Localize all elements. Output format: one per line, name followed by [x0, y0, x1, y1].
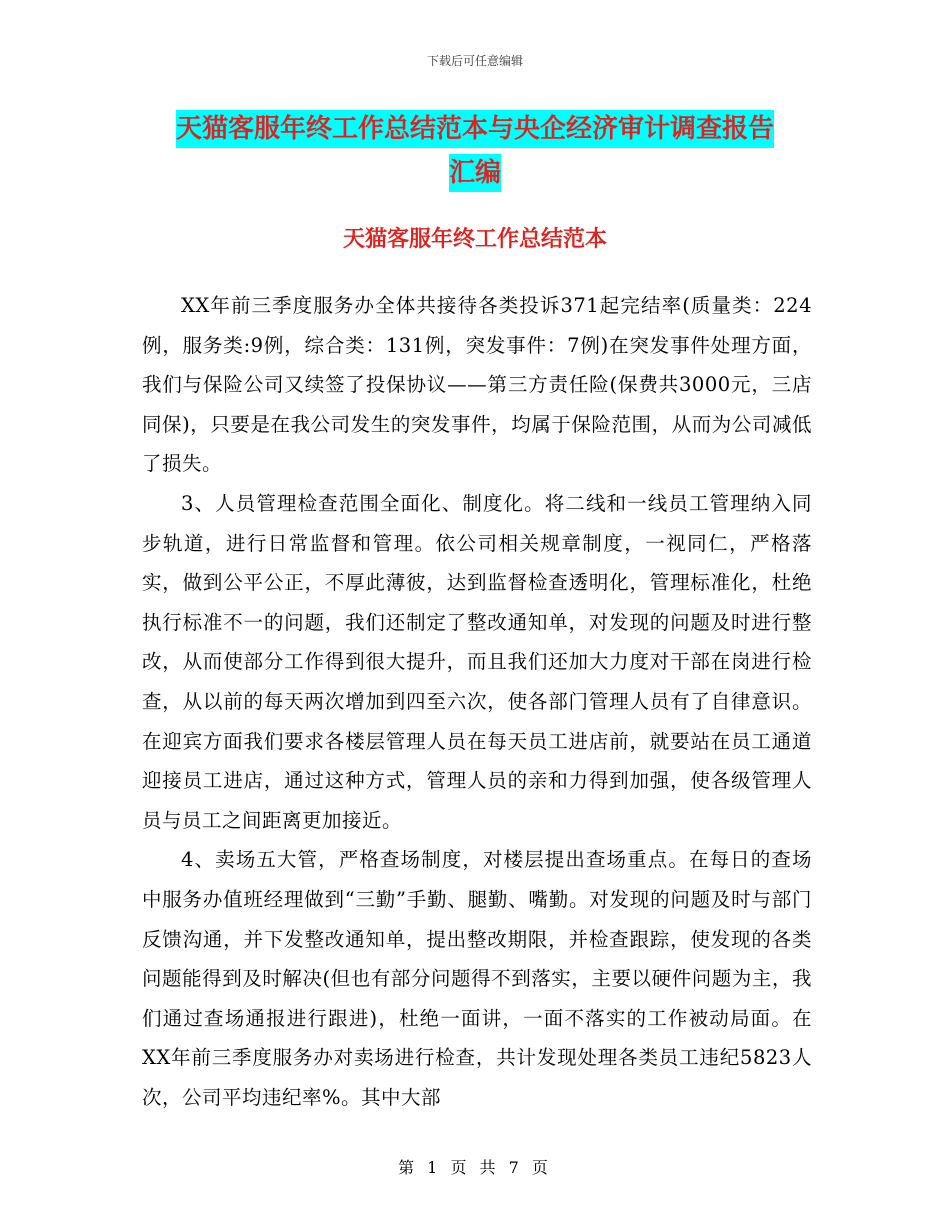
document-title-line-1: [0, 108, 950, 145]
page-header-note: 下载后可任意编辑: [426, 54, 523, 68]
page-footer: 第 1 页 共 7 页: [398, 1158, 552, 1177]
paragraph-3: 4、卖场五大管，严格查场制度，对楼层提出查场重点。在每日的查场中服务办值班经理做到“三勤”手勤、腿勤、嘴勤。对发现的问题及时与部门反馈沟通，并下发整改通知单，提出整改期限，并检查跟踪，使发现的各类问题能得到及时解决(但也有部分问题得不到落实，主要以硬件问题为主，我们通过查场通报进行跟进)，杜绝一面讲，一面不落实的工作被动局面。在XX年前三季度服务办对卖场进行检查，共计发现处理各类员工违纪5823人次，公司平均违纪率%。其中大部: [142, 848, 812, 1109]
document-title-text-2: 汇编: [449, 154, 501, 192]
document-body: [142, 286, 812, 1117]
document-title-text-1: 天猫客服年终工作总结范本与央企经济审计调查报告: [176, 110, 774, 148]
paragraph-2: 3、人员管理检查范围全面化、制度化。将二线和一线员工管理纳入同步轨道，进行日常监督和管理。依公司相关规章制度，一视同仁，严格落实，做到公平公正，不厚此薄彼，达到监督检查透明化，管理标准化，杜绝执行标准不一的问题，我们还制定了整改通知单，对发现的问题及时进行整改，从而使部分工作得到很大提升，而且我们还加大力度对干部在岗进行检查，从以前的每天两次增加到四至六次，使各部门管理人员有了自律意识。在迎宾方面我们要求各楼层管理人员在每天员工进店前，就要站在员工通道迎接员工进店，通过这种方式，管理人员的亲和力得到加强，使各级管理人员与员工之间距离更加接近。: [142, 491, 812, 832]
section-title: 天猫客服年终工作总结范本: [342, 226, 607, 252]
paragraph-1: XX年前三季度服务办全体共接待各类投诉371起完结率(质量类：224例，服务类:9例，综合类：131例，突发事件：7例)在突发事件处理方面，我们与保险公司又续签了投保协议——第三方责任险(保费共3000元，三店同保)，只要是在我公司发生的突发事件，均属于保险范围，从而为公司减低了损失。: [142, 294, 812, 476]
document-title-line-2: [0, 152, 950, 189]
